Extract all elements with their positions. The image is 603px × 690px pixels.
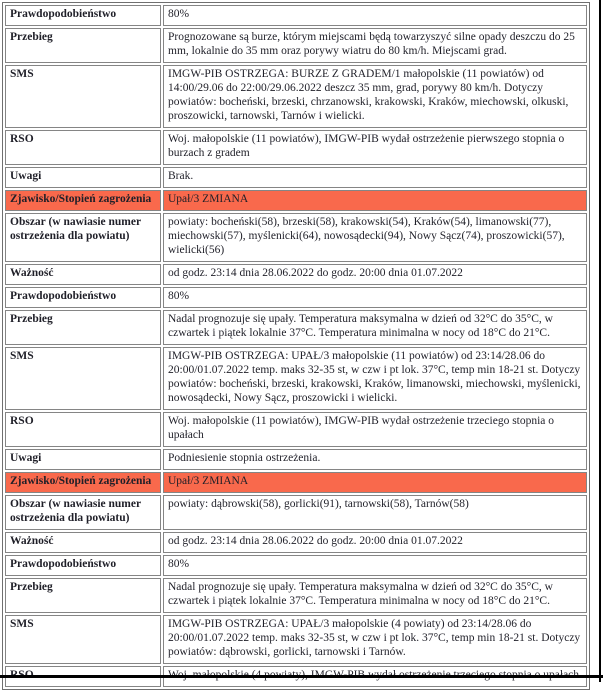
table-row (5, 412, 587, 447)
row-value: 80% (163, 5, 587, 26)
row-label: Zjawisko/Stopień zagrożenia (5, 472, 161, 493)
row-label: Uwagi (5, 449, 161, 470)
table-row (5, 5, 587, 26)
table-row (5, 28, 587, 63)
row-label: Przebieg (5, 578, 161, 613)
row-label: SMS (5, 347, 161, 410)
row-value: Prognozowane są burze, którym miejscami będą towarzyszyć silne opady deszczu do 25 mm, lokalnie do 35 mm oraz porywy wiatru do 80 km/h. Miejscami grad. (163, 28, 587, 63)
row-label: RSO (5, 130, 161, 165)
row-value: powiaty: bocheński(58), brzeski(58), krakowski(54), Kraków(54), limanowski(77), miechowski(57), myślenicki(64), nowosądecki(94), Nowy Sącz(74), proszowicki(57), wielicki(56) (163, 213, 587, 262)
row-label: Zjawisko/Stopień zagrożenia (5, 190, 161, 211)
row-label: Prawdopodobieństwo (5, 555, 161, 576)
table-row (5, 287, 587, 308)
row-value: Woj. małopolskie (11 powiatów), IMGW-PIB wydał ostrzeżenie trzeciego stopnia o upałach (163, 412, 587, 447)
row-value: 80% (163, 555, 587, 576)
row-value: Woj. małopolskie (11 powiatów), IMGW-PIB wydał ostrzeżenie pierwszego stopnia o burzach z gradem (163, 130, 587, 165)
warnings-table-body (5, 5, 587, 687)
row-value: IMGW-PIB OSTRZEGA: UPAŁ/3 małopolskie (4 powiaty) od 23:14/28.06 do 20:00/01.07.2022 temp. maks 32-35 st, w czw i pt lok. 37°C, temp min 18-21 st. Dotyczy powiatów: dąbrowski, gorlicki, tarnowski i Tarnów. (163, 615, 587, 664)
row-label: Obszar (w nawiasie numer ostrzeżenia dla powiatu) (5, 213, 161, 262)
page-bottom-rule (0, 675, 603, 678)
row-label: Uwagi (5, 167, 161, 188)
row-value: Nadal prognozuje się upały. Temperatura maksymalna w dzień od 32°C do 35°C, w czwartek i piątek lokalnie 37°C. Temperatura minimalna w nocy od 18°C do 21°C. (163, 578, 587, 613)
row-label: Ważność (5, 532, 161, 553)
row-label: Prawdopodobieństwo (5, 287, 161, 308)
table-row (5, 449, 587, 470)
row-label: Przebieg (5, 310, 161, 345)
row-label: SMS (5, 615, 161, 664)
table-row (5, 555, 587, 576)
row-value: Upał/3 ZMIANA (163, 190, 587, 211)
table-row (5, 213, 587, 262)
row-label: RSO (5, 412, 161, 447)
table-row (5, 578, 587, 613)
warnings-table (2, 2, 590, 690)
row-value: powiaty: dąbrowski(58), gorlicki(91), tarnowski(58), Tarnów(58) (163, 495, 587, 530)
row-value: od godz. 23:14 dnia 28.06.2022 do godz. 20:00 dnia 01.07.2022 (163, 264, 587, 285)
table-row (5, 65, 587, 128)
row-label: Ważność (5, 264, 161, 285)
row-value: Nadal prognozuje się upały. Temperatura maksymalna w dzień od 32°C do 35°C, w czwartek i piątek lokalnie 37°C. Temperatura minimalna w nocy od 18°C do 21°C. (163, 310, 587, 345)
row-label: SMS (5, 65, 161, 128)
row-value: IMGW-PIB OSTRZEGA: UPAŁ/3 małopolskie (11 powiatów) od 23:14/28.06 do 20:00/01.07.2022 temp. maks 32-35 st, w czw i pt lok. 37°C, temp min 18-21 st. Dotyczy powiatów: bocheński, brzeski, krakowski, Kraków, limanowski, miechowski, myślenicki, nowosądecki, Nowy Sącz, proszowicki i wielicki. (163, 347, 587, 410)
table-row (5, 347, 587, 410)
table-row (5, 264, 587, 285)
row-label: Prawdopodobieństwo (5, 5, 161, 26)
table-row (5, 615, 587, 664)
row-value: 80% (163, 287, 587, 308)
row-value: Upał/3 ZMIANA (163, 472, 587, 493)
table-row (5, 167, 587, 188)
table-row (5, 310, 587, 345)
row-label: Obszar (w nawiasie numer ostrzeżenia dla powiatu) (5, 495, 161, 530)
row-value: IMGW-PIB OSTRZEGA: BURZE Z GRADEM/1 małopolskie (11 powiatów) od 14:00/29.06 do 22:00/29.06.2022 deszcz 35 mm, grad, porywy 80 km/h. Dotyczy powiatów: bocheński, brzeski, chrzanowski, krakowski, Kraków, miechowski, olkuski, proszowicki, tarnowski, Tarnów i wielicki. (163, 65, 587, 128)
row-value: Brak. (163, 167, 587, 188)
table-row (5, 495, 587, 530)
table-row (5, 472, 587, 493)
table-row (5, 190, 587, 211)
page-right-border-line (599, 0, 601, 682)
row-value: Podniesienie stopnia ostrzeżenia. (163, 449, 587, 470)
row-label: Przebieg (5, 28, 161, 63)
table-row (5, 532, 587, 553)
row-value: od godz. 23:14 dnia 28.06.2022 do godz. 20:00 dnia 01.07.2022 (163, 532, 587, 553)
table-row (5, 130, 587, 165)
